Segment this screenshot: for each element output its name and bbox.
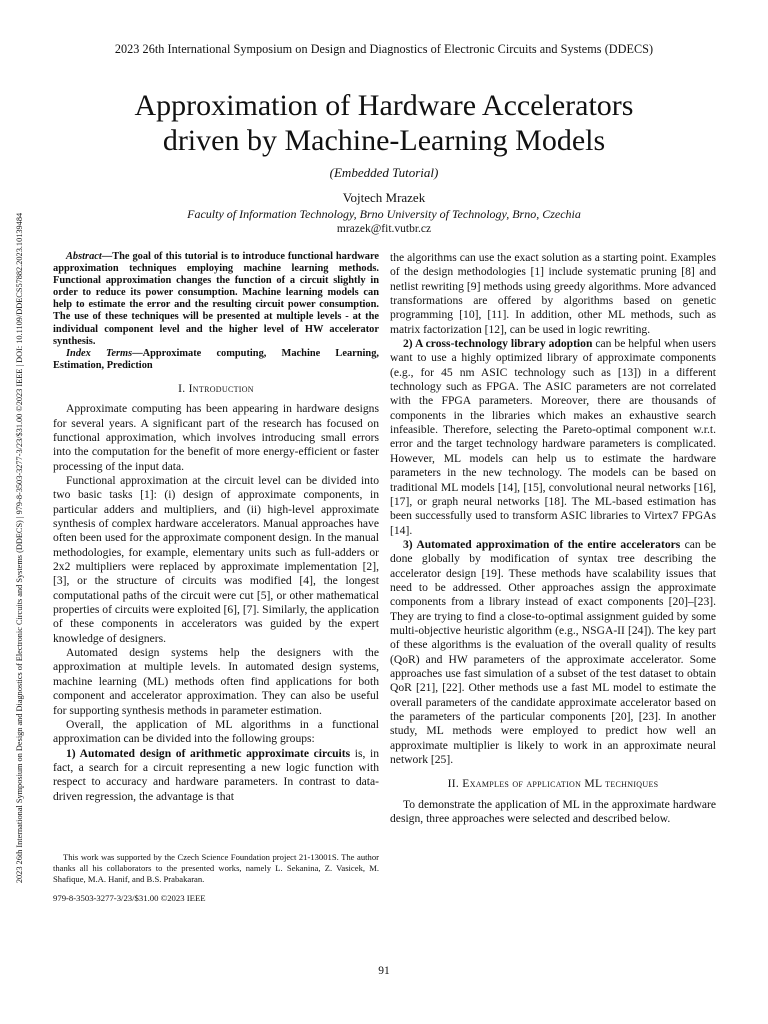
right-paragraph-3 [390, 538, 716, 768]
right-paragraph-1: the algorithms can use the exact solution as a starting point. Examples of the design methodologies [1] include systematic pruning [8] and netlist rewriting [9] methods using greedy algorithms. More advanced transformations are offered by algorithms based on genetic programming [10], [11]. In addition, other ML methods, such as matrix factorization [12], can be used in logic rewriting. [390, 251, 716, 336]
group-2-lead: 2) A cross-technology library adoption [403, 337, 593, 351]
paper-title [0, 88, 768, 158]
paper-subtitle: (Embedded Tutorial) [329, 165, 439, 180]
group-3-lead: 3) Automated approximation of the entire accelerators [403, 537, 681, 551]
left-column [53, 251, 379, 804]
index-terms-label: Index Terms [66, 347, 133, 359]
intro-paragraph-2: Functional approximation at the circuit level can be divided into two basic tasks [1]: (i) design of approximate components, in particular adders and multipliers, and (ii) high-level approximate synthesis of complex hardware accelerators. Manual approaches have often been used for the approximate component design. In the manual methodologies, for example, elementary units such as full-adders or 2x2 multipliers were replaced by approximate implementation [2], [3], or the structure of circuits was modified [4], the longest computational paths of the circuit were cut [5], or other mathematical properties of circuits were exploited [6], [7]. Similarly, the application of these components in accelerators was guided by the expert knowledge of designers. [53, 474, 379, 645]
funding-footnote [53, 852, 379, 885]
group-1-text: is, in fact, a search for a circuit representing a new logic function with respect to accuracy and hardware parameters. In contrast to data-driven regression, the advantage is that [53, 746, 379, 803]
section-heading-introduction: I. Introduction [178, 381, 254, 395]
intro-paragraph-1: Approximate computing has been appearing in hardware designs for several years. A significant part of the research has focused on functional approximation, which involves introducing small errors into the computation for the benefit of more energy-efficient or faster processing of the input data. [53, 402, 379, 473]
title-line-2: driven by Machine-Learning Models [162, 124, 606, 157]
group-1-lead: 1) Automated design of arithmetic approximate circuits [66, 746, 351, 760]
side-citation-note: 2023 26th International Symposium on Design and Diagnostics of Electronic Circuits and Systems (DDECS) | 979-8-3503-3277-3/23/$31.00 ©2023 IEEE | DOI: 10.1109/DDECS57882.2023.10139484 [15, 212, 24, 884]
right-column [390, 251, 716, 826]
section-heading-examples: II. Examples of application ML techniques [447, 777, 659, 791]
abstract-label: Abstract [66, 251, 102, 262]
intro-paragraph-4: Overall, the application of ML algorithms in a functional approximation can be divided into the following groups: [53, 717, 379, 746]
author-affiliation: Faculty of Information Technology, Brno University of Technology, Brno, Czechia [187, 207, 581, 221]
intro-paragraph-5 [53, 747, 379, 804]
author-email[interactable]: mrazek@fit.vutbr.cz [336, 223, 432, 235]
copyright-line: 979-8-3503-3277-3/23/$31.00 ©2023 IEEE [53, 893, 206, 903]
author-name: Vojtech Mrazek [342, 190, 426, 205]
intro-paragraph-3: Automated design systems help the designers with the approximation at multiple levels. In automated design systems, machine learning (ML) methods often find applications for both component and accelerator approximation. They can also be useful for supporting synthesis methods in parameter estimation. [53, 646, 379, 717]
group-2-text: can be helpful when users want to use a highly optimized library of approximate components (e.g., for 45 nm ASIC technology such as [13]) in a different technology such as FPGA. The ASIC parameters are not correlated with the FPGA parameters. Moreover, there are thousands of components in the libraries which makes an exhaustive search infeasible. Therefore, selecting the Pareto-optimal component w.r.t. error and the target technology hardware parameters is complicated. However, ML models can help us to estimate the hardware parameters in the new technology. The models can be based on traditional ML models [14], [15], convolutional neural networks [16], [17], or graph neural networks [18]. The ML-based estimation has been successfully used to transform ASIC libraries to Virtex7 FPGAs [14]. [390, 337, 717, 537]
index-terms-text: —Approximate computing, Machine Learning, Estimation, Prediction [53, 347, 379, 371]
title-line-1: Approximation of Hardware Accelerators [134, 89, 634, 122]
page-number: 91 [378, 965, 390, 977]
index-terms [53, 348, 379, 372]
conference-header: 2023 26th International Symposium on Design and Diagnostics of Electronic Circuits and Systems (DDECS) [114, 42, 654, 56]
group-3-text: can be done globally by modification of syntax tree describing the accelerator design [19]. These methods have scalability issues that need to be addressed. Other approaches assign the approximate components from a library instead of exact components [20]–[23]. They are trying to find a close-to-optimal assignment guided by some multi-objective heuristic algorithm (e.g., NSGA-II [24]). The key part of these algorithms is the evaluation of the overall quality of results (QoR) and HW parameters of the approximate accelerator. Some approaches use fast simulation of a subset of the test dataset to obtain QoR [21], [22]. Other methods use a fast ML model to estimate the overall parameters of the candidate approximate accelerator based on the parameters of the particular components [20], [23]. In another study, ML methods were employed to predict how well an approximate multiplier is likely to work in an approximate neural network [25]. [390, 537, 716, 767]
abstract-text: —The goal of this tutorial is to introduce functional hardware approximation techniques employing machine learning methods. Functional approximation changes the function of a circuit slightly in order to reduce its power consumption. Machine learning models can help to estimate the error and the resulting circuit power consumption. The use of these techniques will be presented at multiple levels - at the individual component level and the higher level of HW accelerator synthesis. [53, 251, 379, 347]
right-paragraph-2 [390, 337, 716, 538]
right-paragraph-4: To demonstrate the application of ML in the approximate hardware design, three approaches were selected and described below. [390, 797, 716, 826]
abstract [53, 251, 379, 348]
footnote-text: This work was supported by the Czech Science Foundation project 21-13001S. The author thanks all his collaborators to the presented works, namely L. Sekanina, Z. Vasicek, M. Shafique, M.A. Hanif, and B.S. Prabakaran. [53, 852, 379, 884]
